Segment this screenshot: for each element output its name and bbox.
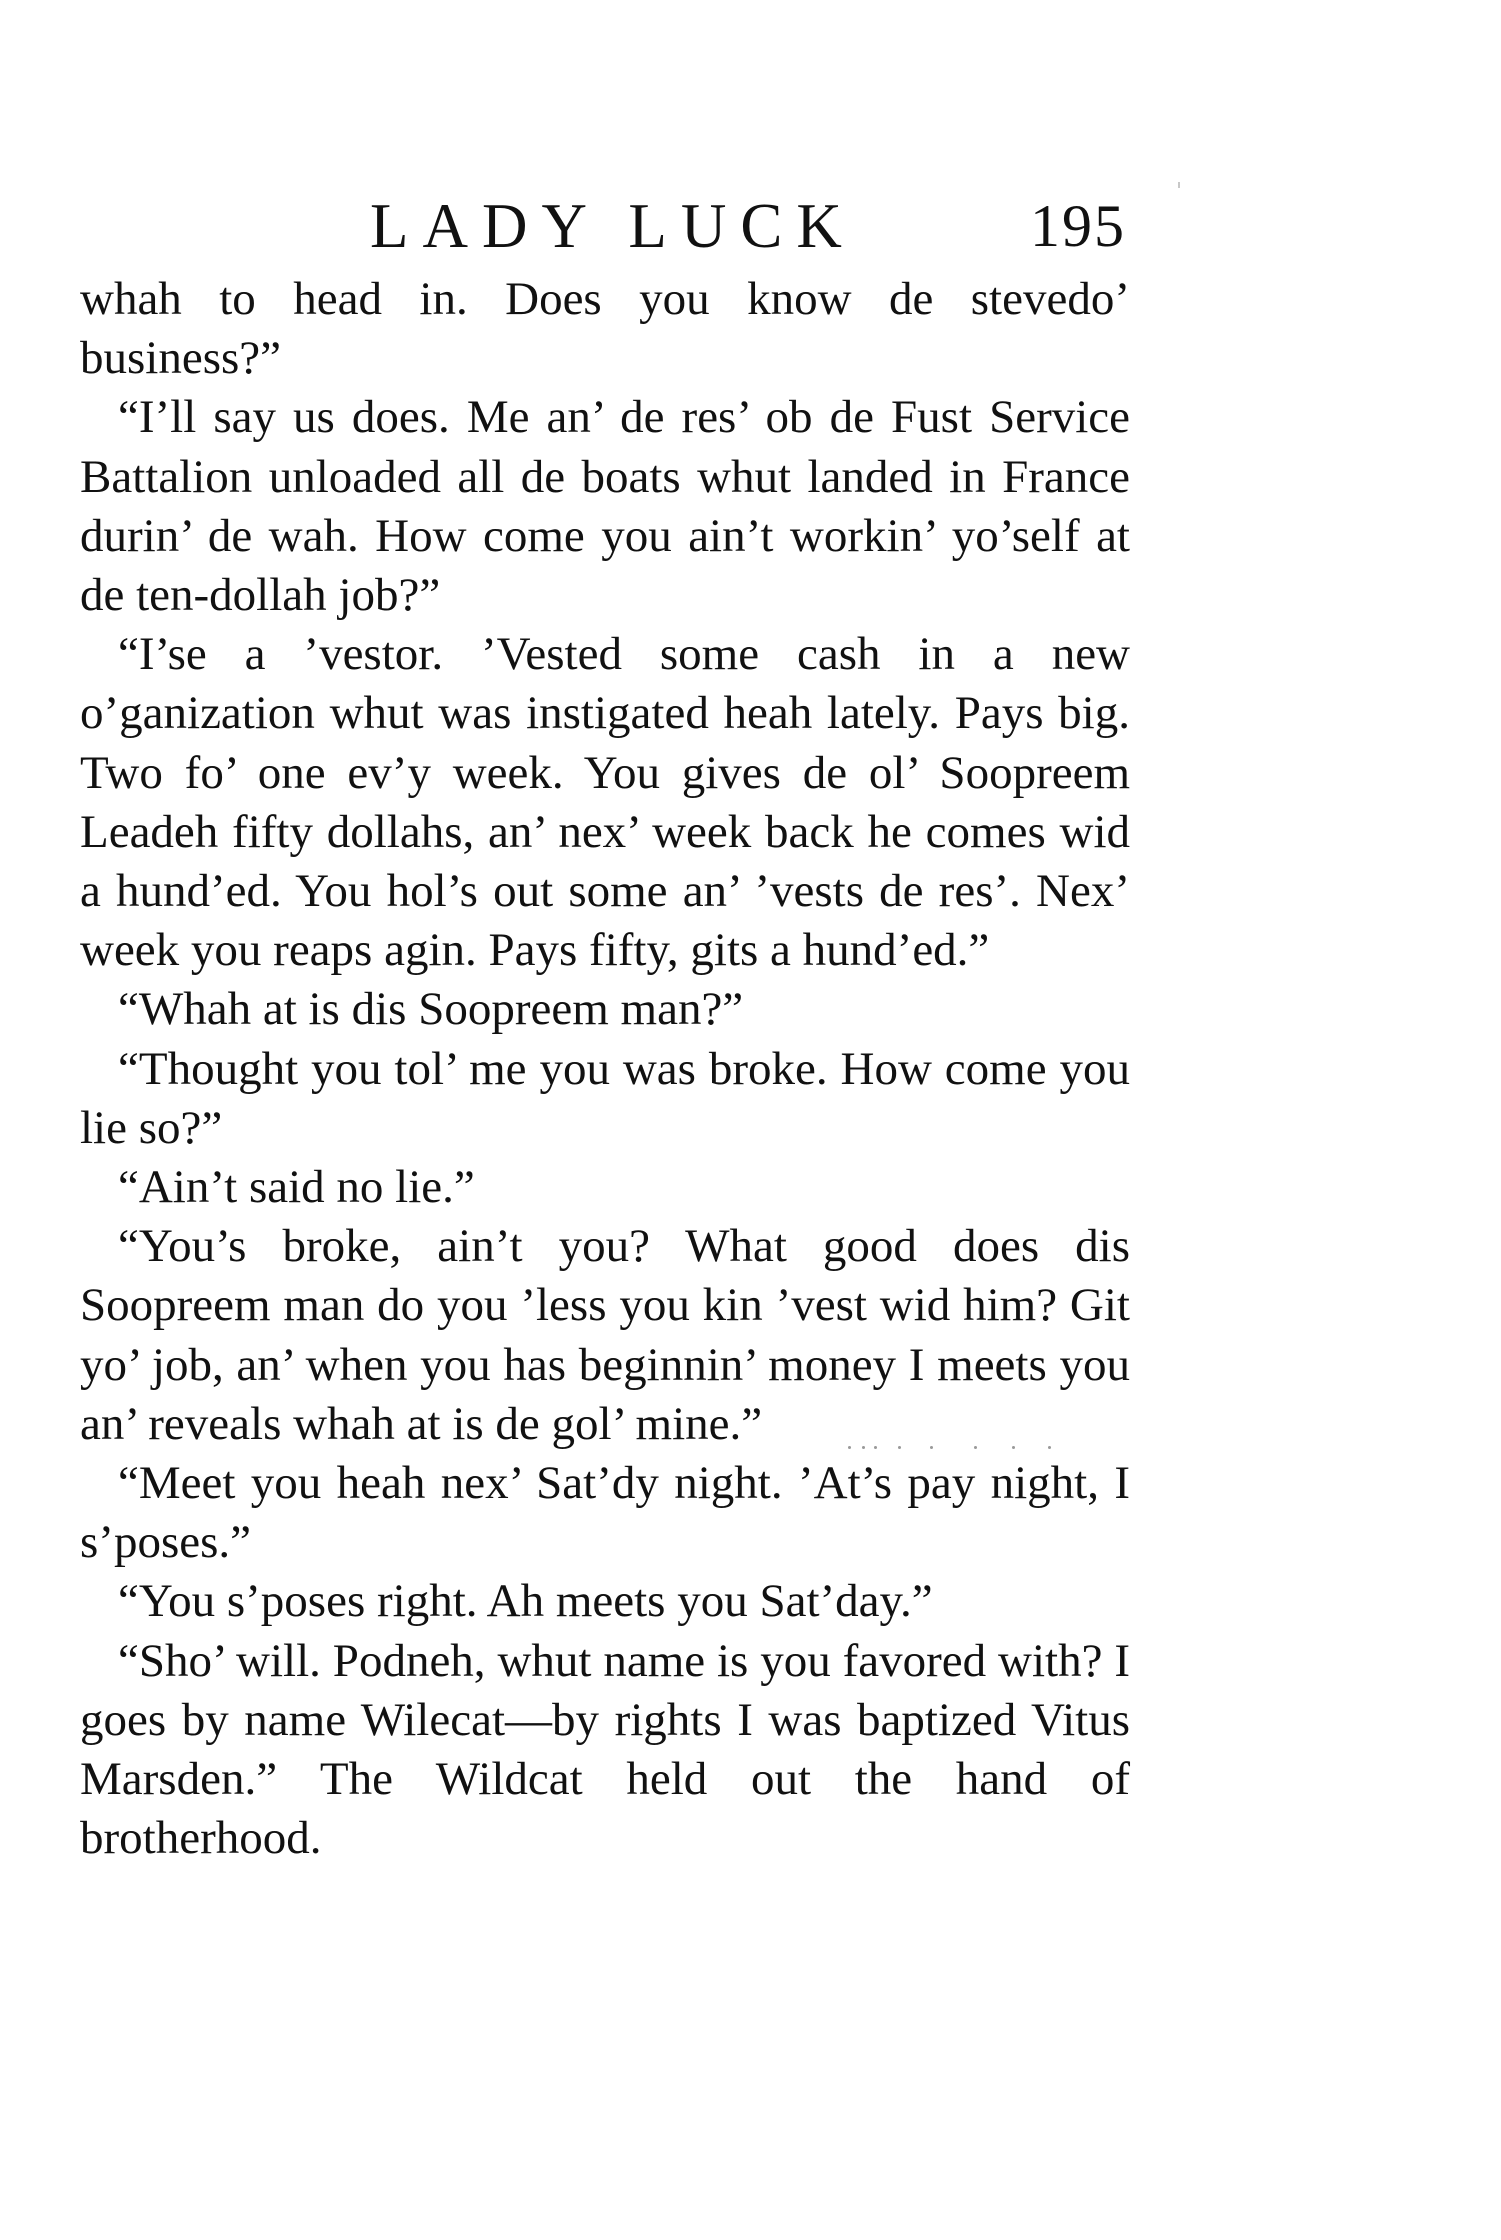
paragraph-9: “You s’poses right. Ah meets you Sat’day.” xyxy=(118,1575,933,1628)
body-text xyxy=(80,270,1130,1868)
scan-speck xyxy=(1012,1446,1015,1449)
paragraph-1: whah to head in. Does you know de stevedo’ business?” xyxy=(80,273,1130,385)
page-edge-mark xyxy=(1178,182,1180,188)
scan-speck xyxy=(974,1446,977,1449)
scan-speck xyxy=(874,1446,877,1449)
paragraph-2: “I’ll say us does. Me an’ de res’ ob de Fust Service Battalion unloaded all de boats whut landed in France durin’ de wah. How come you ain’t workin’ yo’self at de ten-dollah job?” xyxy=(80,391,1130,622)
paragraph-10: “Sho’ will. Podneh, whut name is you favored with? I goes by name Wilecat—by rights I was baptized Vitus Marsden.” The Wildcat held out the hand of brotherhood. xyxy=(80,1634,1130,1865)
scan-speck xyxy=(862,1446,865,1449)
running-head xyxy=(0,186,1501,276)
running-title: LADY LUCK xyxy=(370,191,856,261)
paragraph-3: “I’se a ’vestor. ’Vested some cash in a new o’ganization whut was instigated heah lately. Pays big. Two fo’ one ev’y week. You gives de ol’ Soopreem Leadeh fifty dollahs, an’ nex’ week back he comes wid a hund’ed. You hol’s out some an’ ’vests de res’. Nex’ week you reaps agin. Pays fifty, gits a hund’ed.” xyxy=(80,628,1130,977)
paragraph-7: “You’s broke, ain’t you? What good does dis Soopreem man do you ’less you kin ’vest wid him? Git yo’ job, an’ when you has beginnin’ money I meets you an’ reveals whah at is de gol’ mine.” xyxy=(80,1220,1130,1450)
page-number: 195 xyxy=(1030,193,1126,259)
scan-specks xyxy=(848,1446,1058,1452)
scan-speck xyxy=(848,1446,851,1449)
scan-speck xyxy=(930,1446,933,1449)
paragraph-5: “Thought you tol’ me you was broke. How come you lie so?” xyxy=(80,1042,1130,1154)
paragraph-6: “Ain’t said no lie.” xyxy=(118,1161,475,1214)
scan-speck xyxy=(898,1446,901,1449)
paragraph-4: “Whah at is dis Soopreem man?” xyxy=(118,983,744,1036)
paragraph-8: “Meet you heah nex’ Sat’dy night. ’At’s pay night, I s’poses.” xyxy=(80,1457,1130,1569)
scan-speck xyxy=(1048,1446,1051,1449)
